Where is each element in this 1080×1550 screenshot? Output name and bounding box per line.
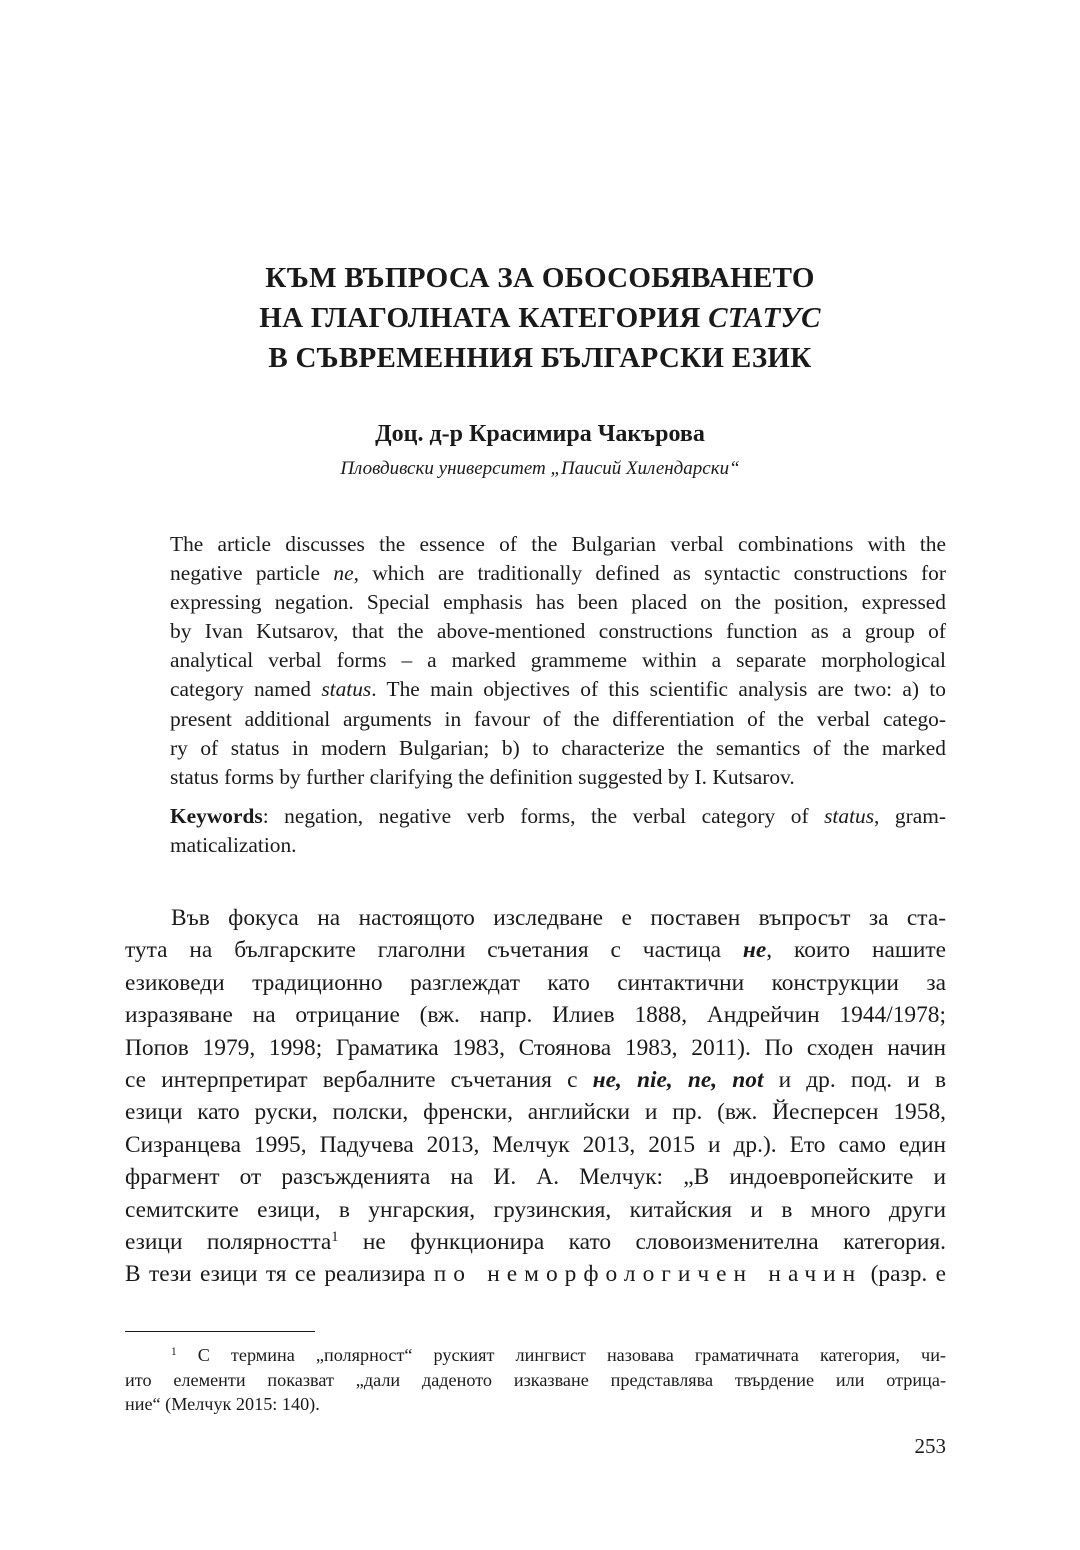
- title-term-status: СТАТУС: [708, 302, 821, 334]
- body-line: [125, 934, 946, 966]
- footnote-text: С термина „полярност“ руският лингвист назовава граматичната категория, чи-: [176, 1345, 946, 1365]
- body-text-run: В тези езици тя се реализира: [125, 1261, 434, 1288]
- title-line-1: КЪМ ВЪПРОСА ЗА ОБОСОБЯВАНЕТО: [265, 262, 815, 294]
- abstract-text: negative particle: [170, 561, 334, 586]
- abstract-line: status forms by further clarifying the definition suggested by I. Kutsarov.: [170, 764, 795, 789]
- abstract-line: by Ivan Kutsarov, that the above-mentioned constructions function as a group of: [170, 619, 946, 644]
- footnote-line: ито елементи показват „дали даденото изказване представлява твърдение или отрица-: [125, 1369, 946, 1390]
- body-line: Попов 1979, 1998; Граматика 1983, Стоянова 1983, 2011). По сходен начин: [125, 1034, 946, 1061]
- abstract-line: analytical verbal forms – a marked grammeme within a separate morphological: [170, 648, 946, 673]
- body-line: [125, 1258, 946, 1290]
- page-number: 253: [914, 1434, 946, 1458]
- author-name: Доц. д-р Красимира Чакърова: [375, 421, 705, 447]
- footnote: [125, 1343, 946, 1417]
- keywords-text: : negation, negative verb forms, the verbal category of: [262, 804, 825, 828]
- abstract-term-status: status: [321, 677, 372, 702]
- article-title: [0, 258, 1080, 378]
- keywords-text: , gram-: [874, 804, 946, 828]
- title-line-3: В СЪВРЕМЕННИЯ БЪЛГАРСКИ ЕЗИК: [268, 342, 812, 374]
- body-text-run: тута на българските глаголни съчетания с частица: [125, 937, 743, 964]
- body-line: езици като руски, полски, френски, английски и пр. (вж. Йесперсен 1958,: [125, 1099, 946, 1126]
- abstract-line: [170, 675, 946, 704]
- body-text-run: не функционира като словоизменителна категория.: [338, 1229, 946, 1256]
- body-text-run: (разр. е: [862, 1261, 946, 1288]
- abstract-line: ry of status in modern Bulgarian; b) to characterize the semantics of the marked: [170, 735, 946, 760]
- body-spaced-emphasis: по неморфологичен начин: [433, 1261, 863, 1288]
- footnote-line: ние“ (Мелчук 2015: 140).: [125, 1394, 320, 1414]
- body-line: езиковеди традиционно разглеждат като синтактични конструкции за: [125, 969, 946, 996]
- body-term-negators: не, nie, ne, not: [592, 1067, 764, 1094]
- title-line-2: [0, 298, 1080, 338]
- body-line: изразяване на отрицание (вж. напр. Илиев 1888, Андрейчин 1944/1978;: [125, 1002, 946, 1029]
- footnote-line: [125, 1343, 946, 1368]
- title-line-2-text: НА ГЛАГОЛНАТА КАТЕГОРИЯ: [259, 302, 709, 334]
- abstract-text: , which are traditionally defined as syntactic constructions for: [353, 561, 947, 586]
- abstract-line: The article discusses the essence of the Bulgarian verbal combinations with the: [170, 532, 946, 556]
- body-line: [125, 1226, 946, 1258]
- body-text-run: и др. под. и в: [763, 1067, 947, 1094]
- footnote-divider: [125, 1331, 315, 1332]
- body-line: семитските езици, в унгарския, грузинския, китайския и в много други: [125, 1196, 946, 1223]
- body-text: [125, 902, 946, 1291]
- body-line: Във фокуса на настоящото изследване е поставен въпросът за ста-: [171, 905, 946, 931]
- body-line: [125, 1064, 946, 1096]
- keywords-term-status: status: [824, 804, 875, 828]
- abstract-term-ne: ne: [333, 561, 354, 586]
- keywords-line: [170, 802, 946, 831]
- body-text-run: , които нашите: [766, 937, 946, 964]
- keywords: [170, 802, 946, 860]
- body-line: фрагмент от разсъжденията на И. А. Мелчук: „В индоевропейските и: [125, 1164, 946, 1191]
- keywords-label: Keywords: [170, 804, 263, 828]
- abstract-line: [170, 559, 946, 588]
- abstract-text: . The main objectives of this scientific analysis are two: a) to: [371, 677, 946, 702]
- abstract-line: present additional arguments in favour of the differentiation of the verbal catego-: [170, 706, 946, 731]
- author-affiliation: Пловдивски университет „Паисий Хилендарски“: [340, 458, 740, 479]
- keywords-line: maticalization.: [170, 833, 297, 857]
- body-text-run: се интерпретират вербалните съчетания с: [125, 1067, 593, 1094]
- abstract-text: category named: [170, 677, 322, 702]
- footnote-number: 1: [171, 1345, 177, 1358]
- body-text-run: езици полярността: [125, 1229, 332, 1256]
- body-term-ne: не: [742, 937, 767, 964]
- body-line: Сизранцева 1995, Падучева 2013, Мелчук 2013, 2015 и др.). Ето само един: [125, 1131, 946, 1158]
- abstract: [170, 530, 946, 792]
- abstract-line: expressing negation. Special emphasis has been placed on the position, expressed: [170, 590, 946, 615]
- footnote-ref[interactable]: 1: [331, 1229, 339, 1246]
